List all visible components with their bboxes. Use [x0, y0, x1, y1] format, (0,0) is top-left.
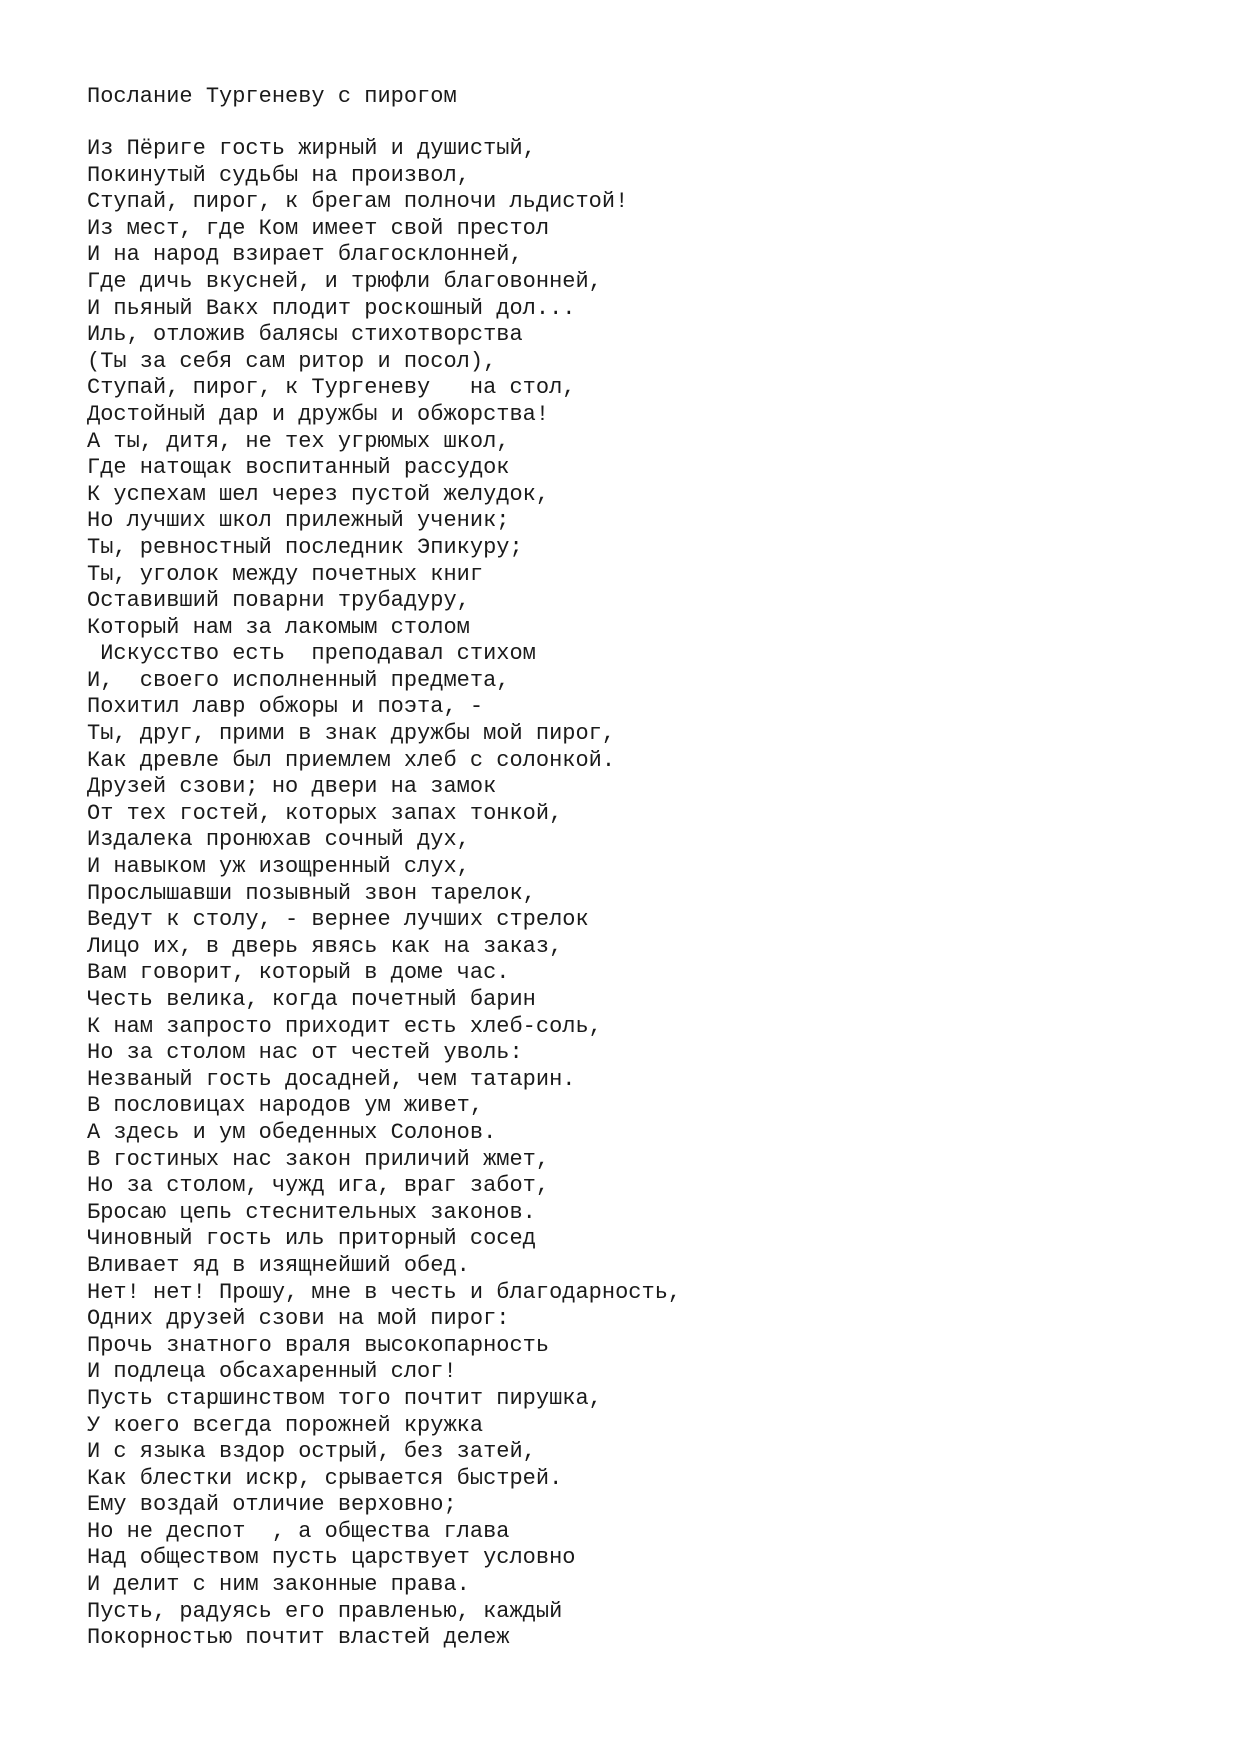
- poem-line: А здесь и ум обеденных Солонов.: [87, 1119, 497, 1145]
- poem-line: Из мест, где Ком имеет свой престол: [87, 215, 550, 241]
- poem-line: Вливает яд в изящнейший обед.: [87, 1252, 470, 1278]
- poem-title: Послание Тургеневу с пирогом: [87, 84, 457, 109]
- poem-line: К успехам шел через пустой желудок,: [87, 481, 550, 507]
- poem-line: Иль, отложив балясы стихотворства: [87, 322, 523, 348]
- poem-line: Покорностью почтит властей дележ: [87, 1625, 510, 1651]
- poem-line: Но за столом, чужд ига, враг забот,: [87, 1173, 550, 1199]
- poem-line: Незваный гость досадней, чем татарин.: [87, 1066, 576, 1092]
- poem-line: Честь велика, когда почетный барин: [87, 987, 536, 1012]
- poem-line: Над обществом пусть царствует условно: [87, 1545, 576, 1571]
- poem-line: (Ты за себя сам ритор и посол),: [87, 348, 497, 374]
- poem-line: Прочь знатного враля высокопарность: [87, 1332, 550, 1358]
- poem-body: [87, 136, 681, 1652]
- poem-line: Оставивший поварни трубадуру,: [87, 588, 470, 614]
- poem-line: Одних друзей сзови на мой пирог:: [87, 1306, 510, 1332]
- poem-line: Но за столом нас от честей уволь:: [87, 1040, 523, 1066]
- poem-line: Из Пёриге гость жирный и душистый,: [87, 136, 536, 161]
- poem-line: Ступай, пирог, к Тургеневу на стол,: [87, 375, 576, 401]
- poem-line: Друзей сзови; но двери на замок: [87, 774, 497, 800]
- poem-line: Покинутый судьбы на произвол,: [87, 162, 470, 188]
- poem-line: И, своего исполненный предмета,: [87, 667, 510, 693]
- poem-line: Ты, друг, прими в знак дружбы мой пирог,: [87, 721, 616, 747]
- poem-line: Прослышавши позывный звон тарелок,: [87, 880, 536, 906]
- poem-line: Искусство есть преподавал стихом: [87, 641, 536, 667]
- poem-line: Ему воздай отличие верховно;: [87, 1492, 457, 1518]
- poem-line: Ты, уголок между почетных книг: [87, 561, 484, 587]
- poem-line: У коего всегда порожней кружка: [87, 1412, 484, 1438]
- poem-line: От тех гостей, которых запах тонкой,: [87, 800, 563, 826]
- poem-line: Ты, ревностный последник Эпикуру;: [87, 534, 523, 560]
- poem-line: Нет! нет! Прошу, мне в честь и благодарность,: [87, 1279, 682, 1305]
- poem-line: И делит с ним законные права.: [87, 1572, 470, 1598]
- poem-line: Лицо их, в дверь явясь как на заказ,: [87, 933, 563, 959]
- poem-line: В пословицах народов ум живет,: [87, 1093, 484, 1119]
- poem-line: Пусть старшинством того почтит пирушка,: [87, 1385, 602, 1411]
- poem-line: Ведут к столу, - вернее лучших стрелок: [87, 907, 589, 933]
- poem-line: И пьяный Вакх плодит роскошный дол...: [87, 295, 576, 321]
- poem-line: Но не деспот , а общества глава: [87, 1518, 510, 1544]
- poem-line: А ты, дитя, не тех угрюмых школ,: [87, 428, 510, 454]
- poem-line: Достойный дар и дружбы и обжорства!: [87, 401, 550, 427]
- poem-line: Ступай, пирог, к брегам полночи льдистой!: [87, 189, 629, 215]
- poem-line: Где дичь вкусней, и трюфли благовонней,: [87, 268, 602, 294]
- poem-line: Где натощак воспитанный рассудок: [87, 455, 510, 481]
- poem-line: Чиновный гость иль приторный сосед: [87, 1226, 536, 1252]
- poem-line: И на народ взирает благосклонней,: [87, 242, 523, 268]
- poem-line: И навыком уж изощренный слух,: [87, 854, 470, 880]
- poem-line: Издалека пронюхав сочный дух,: [87, 827, 470, 853]
- poem-line: Но лучших школ прилежный ученик;: [87, 508, 510, 534]
- poem-line: К нам запросто приходит есть хлеб-соль,: [87, 1013, 602, 1039]
- poem-line: Который нам за лакомым столом: [87, 614, 470, 640]
- poem-line: Пусть, радуясь его правленью, каждый: [87, 1598, 563, 1624]
- poem-line: Как блестки искр, срывается быстрей.: [87, 1465, 563, 1491]
- poem-line: Как древле был приемлем хлеб с солонкой.: [87, 747, 616, 773]
- poem-line: Похитил лавр обжоры и поэта, -: [87, 694, 484, 720]
- poem-line: Вам говорит, который в доме час.: [87, 960, 510, 986]
- poem-line: Бросаю цепь стеснительных законов.: [87, 1199, 536, 1225]
- poem-line: И с языка вздор острый, без затей,: [87, 1439, 536, 1465]
- poem-line: И подлеца обсахаренный слог!: [87, 1359, 457, 1385]
- poem-line: В гостиных нас закон приличий жмет,: [87, 1146, 550, 1172]
